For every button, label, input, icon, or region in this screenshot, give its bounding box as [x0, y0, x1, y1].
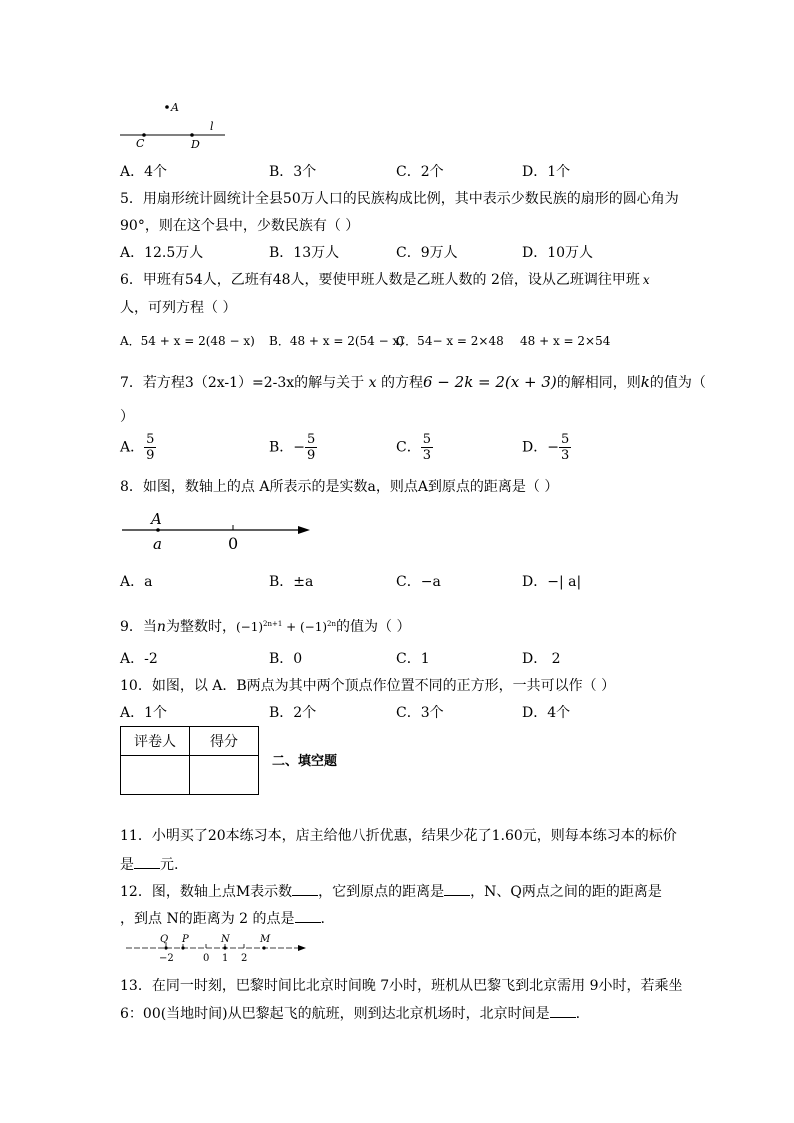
tick-label-1: 1	[222, 953, 229, 964]
score-cell[interactable]	[190, 756, 259, 795]
q6-stem-text: 6．甲班有54人，乙班有48人，要使甲班人数是乙班人数的 2倍，设从乙班调往甲班	[120, 272, 640, 288]
origin-label: 0	[228, 534, 239, 553]
score-table-header	[121, 727, 259, 756]
q7-option-b	[269, 432, 317, 463]
point-q	[164, 946, 167, 949]
q9-stem	[120, 614, 410, 637]
q7-var-k: k	[640, 373, 650, 391]
q9-option-a: A．-2	[120, 651, 158, 667]
q9-option-b: B．0	[269, 651, 303, 667]
q7-option-d	[522, 432, 571, 463]
q7-stem-suffix-b: 的值为（	[649, 375, 706, 391]
q7-equation: 6 − 2k = 2(x + 3)	[423, 373, 557, 391]
q12-stem-line2	[120, 908, 325, 929]
q11-stem-line1: 11．小明买了20本练习本，店主给他八折优惠，结果少花了1.60元，则每本练习本的标价	[120, 828, 677, 844]
axis-arrow	[298, 945, 306, 951]
q7-option-a-label: A．	[120, 439, 145, 456]
point-n	[223, 946, 226, 949]
label-m: M	[260, 934, 271, 945]
q7-option-b-fraction	[305, 432, 317, 463]
q9-option-c: C．1	[396, 651, 430, 667]
q13-stem-line1: 13．在同一时刻，巴黎时间比北京时间晚 7小时，班机从巴黎飞到北京需用 9小时，若乘坐	[120, 978, 683, 994]
q6-option-a: A．54 + x = 2(48 − x)	[120, 334, 255, 348]
q13-stem-line2	[120, 1003, 580, 1024]
point-p	[181, 946, 184, 949]
q7-option-d-label: D．	[522, 439, 548, 456]
q4-option-b: B．3个	[269, 164, 317, 180]
section-title-fill-in: 二、填空题	[272, 754, 338, 769]
grader-header: 评卷人	[121, 727, 190, 756]
tick-label-neg2: −2	[159, 953, 174, 964]
point-m	[262, 946, 265, 949]
label-n: N	[221, 934, 230, 945]
numerator: 5	[560, 432, 570, 447]
q12-part-a: 12．图，数轴上点M表示数	[120, 884, 293, 900]
q9-option-d: D． 2	[522, 651, 561, 667]
tick-label-0: 0	[203, 953, 210, 964]
q12-part-c: ，N、Q两点之间的距的距离是	[470, 884, 662, 900]
label-a: A	[171, 101, 179, 114]
q7-option-c-label: C．	[396, 439, 421, 456]
q4-option-d: D．1个	[522, 164, 571, 180]
q12-blank-m-distance[interactable]	[444, 881, 470, 896]
point-d	[190, 133, 194, 137]
axis-arrow	[298, 526, 310, 534]
q5-option-a: A．12.5万人	[120, 245, 204, 261]
q6-option-b: B．48 + x = 2(54 − x)	[269, 334, 404, 348]
q9-mid: 为整数时，	[165, 619, 236, 635]
numerator: 5	[307, 432, 316, 447]
q6-var-x: x	[642, 273, 650, 287]
q9-var-n: n	[156, 619, 166, 635]
numerator: 5	[146, 432, 155, 447]
q12-blank-m-value[interactable]	[292, 881, 318, 896]
label-p: P	[182, 934, 189, 945]
q11-answer-blank[interactable]	[134, 854, 160, 869]
q10-option-d: D．4个	[522, 705, 571, 721]
q8-option-a: A．a	[120, 574, 153, 590]
q5-stem-line2: 90°，则在这个县中，少数民族有（ ）	[120, 218, 360, 234]
q12-stem-line1	[120, 881, 662, 902]
q4-option-c: C．2个	[396, 164, 444, 180]
q10-option-a: A．1个	[120, 705, 168, 721]
q7-option-a	[120, 432, 156, 463]
q12-number-line	[124, 932, 314, 968]
q4-option-a: A．4个	[120, 164, 168, 180]
q7-stem-mid: 的方程	[381, 375, 423, 391]
q8-stem: 8．如图，数轴上的点 A所表示的是实数a，则点A到原点的距离是（ ）	[120, 479, 559, 495]
q12-blank-points[interactable]	[295, 908, 321, 923]
q9-term-b: (−1)	[299, 620, 328, 634]
grader-cell[interactable]	[121, 756, 190, 795]
q7-stem-prefix: 7．若方程3（2x-1）=2-3x的解与关于	[120, 375, 365, 391]
q6-stem-line1	[120, 270, 650, 290]
denominator: 3	[422, 448, 431, 463]
score-header: 得分	[190, 727, 259, 756]
q7-option-b-sign: −	[293, 439, 306, 456]
q9-plus: +	[282, 620, 300, 634]
q10-option-c: C．3个	[396, 705, 444, 721]
q8-number-line	[118, 505, 318, 555]
q12-part-e: .	[320, 911, 325, 927]
score-table-body	[121, 756, 259, 795]
tick-label-2: 2	[241, 953, 248, 964]
q9-exponent-a: 2n+1	[263, 620, 283, 628]
q5-option-b: B．13万人	[269, 245, 340, 261]
q6-option-d: 48 + x = 2×54	[520, 334, 611, 348]
q7-option-d-sign: −	[547, 439, 559, 456]
label-c: C	[136, 137, 145, 150]
q9-expression	[236, 620, 336, 634]
q11-stem-line2	[120, 854, 178, 875]
q9-term-a: (−1)	[235, 620, 264, 634]
q5-stem-line1: 5．用扇形统计圆统计全县50万人口的民族构成比例，其中表示少数民族的扇形的圆心角为	[120, 191, 679, 207]
q7-option-d-fraction	[559, 432, 571, 463]
denominator: 9	[146, 448, 155, 463]
q9-exponent-b: 2n	[327, 620, 337, 628]
q13-suffix: .	[575, 1006, 581, 1022]
q9-prefix: 9．当	[120, 619, 157, 635]
q8-option-d: D．−| a|	[522, 574, 582, 590]
q7-option-c-fraction	[421, 432, 433, 463]
label-l: l	[210, 120, 214, 133]
denominator: 3	[560, 448, 570, 463]
q8-option-c: C．−a	[396, 574, 441, 590]
q4-figure	[115, 96, 235, 152]
q5-option-d: D．10万人	[522, 245, 594, 261]
score-table	[120, 726, 259, 795]
denominator: 9	[307, 448, 316, 463]
point-a-label: A	[151, 510, 162, 528]
q8-option-b: B．±a	[269, 574, 314, 590]
q7-option-b-label: B．	[269, 439, 294, 456]
q11-prefix: 是	[120, 857, 134, 873]
q13-prefix: 6：00(当地时间)从巴黎起飞的航班，则到达北京机场时，北京时间是	[120, 1006, 550, 1022]
q6-stem-line2: 人，可列方程（ ）	[120, 300, 237, 316]
q7-stem-suffix-a: 的解相同，则	[556, 375, 641, 391]
q13-answer-blank[interactable]	[550, 1003, 576, 1018]
q9-suffix: 的值为（ ）	[336, 619, 411, 635]
q7-stem-line2: ）	[120, 409, 134, 425]
q11-suffix: 元.	[160, 857, 179, 873]
q7-option-c	[396, 432, 433, 463]
q7-stem-line1	[120, 372, 706, 393]
numerator: 5	[422, 432, 431, 447]
q5-option-c: C．9万人	[396, 245, 458, 261]
q7-option-a-fraction	[144, 432, 156, 463]
q10-option-b: B．2个	[269, 705, 317, 721]
point-a	[165, 105, 169, 109]
label-q: Q	[160, 934, 169, 945]
q7-var-x: x	[368, 375, 377, 391]
point-a-marker	[156, 528, 160, 532]
q12-part-d: ，到点 N的距离为 2 的点是	[120, 911, 295, 927]
point-a-value: a	[153, 535, 162, 553]
label-d: D	[191, 138, 200, 151]
q12-part-b: ，它到原点的距离是	[318, 884, 445, 900]
q10-stem: 10．如图，以 A．B两点为其中两个顶点作位置不同的正方形，一共可以作（ ）	[120, 678, 616, 694]
q6-option-c: C．54− x = 2×48	[396, 334, 504, 348]
